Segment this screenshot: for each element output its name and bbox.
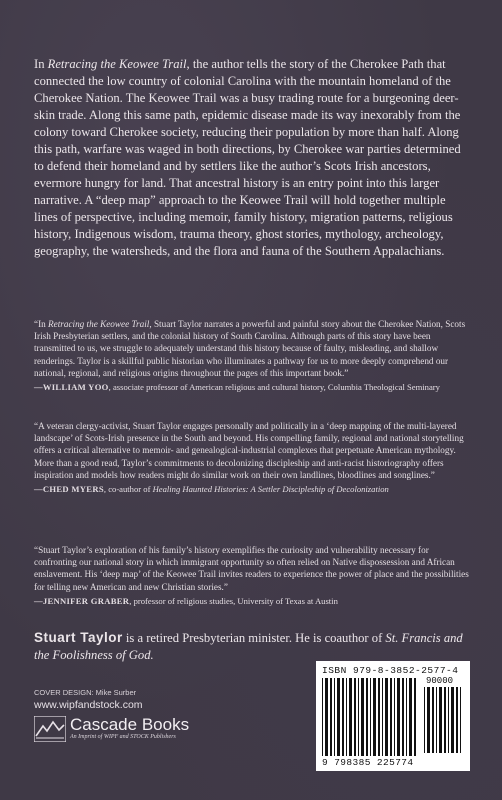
endorsement-yoo [34, 318, 470, 393]
barcode-addon-number: 90000 [426, 676, 454, 686]
endorser-name: —WILLIAM YOO [34, 382, 109, 393]
endorsement-graber [34, 544, 470, 607]
barcode-bars [322, 678, 420, 756]
endorsement-quote: “Stuart Taylor’s exploration of his family’s history exemplifies the curiosity and vulnerability necessary for confronting our national story in which immigrant opportunity so often relied on Native dispossession and African enslavement. His ‘deep map’ of the Keowee Trail invites readers to experience the power of place and the possibilities for telling new American and new Christian stories.” [34, 545, 469, 592]
coauthored-book-title: St. Francis and the Foolishness of God. [34, 631, 463, 662]
publisher-name: Cascade Books [70, 715, 190, 734]
endorser-name: —JENNIFER GRABER [34, 595, 130, 606]
author-bio: Stuart Taylor is a retired Presbyterian minister. He is coauthor of St. Francis and the Foolishness of God. [34, 630, 463, 662]
isbn-label: ISBN 979-8-3852-2577-4 [322, 665, 459, 676]
endorsement-attribution: —CHED MYERS, co-author of Healing Haunted Histories: A Settler Discipleship of Decolonization [34, 484, 389, 495]
blurb-body: , the author tells the story of the Cherokee Path that connected the low country of colonial Carolina with the mountain homeland of the Cherokee Nation. The Keowee Trail was a busy trading route for a burgeoning deer-skin trade. Along this same path, epidemic disease made its way inexorably from the colony toward Cherokee society, reducing their population by more than half. Along this path, warfare was waged in both directions, by Cherokee war parties determined to defend their homeland and by settlers like the author’s Scots Irish ancestors, evermore hungry for land. That ancestral history is an entry point into this larger narrative. A “deep map” approach to the Keowee Trail will hold together multiple lines of perspective, including memoir, family history, migration patterns, religious history, Indigenous wisdom, trauma theory, ghost stories, mythology, archeology, geography, the watersheds, and the flora and fauna of the Southern Appalachians. [34, 57, 461, 258]
blurb-paragraph [34, 56, 470, 260]
cover-design-credit: COVER DESIGN: Mike Surber [34, 688, 137, 697]
endorsement-attribution: —WILLIAM YOO, associate professor of American religious and cultural history, Columbia Theological Seminary [34, 382, 440, 393]
author-name: Stuart Taylor [34, 630, 123, 645]
publisher-block [34, 716, 189, 742]
barcode-number: 9 798385 225774 [322, 757, 414, 768]
isbn-barcode [316, 661, 470, 771]
blurb-intro: In [34, 57, 48, 71]
publisher-website: www.wipfandstock.com [34, 699, 143, 711]
blurb-book-title: Retracing the Keowee Trail [47, 57, 187, 71]
endorsement-myers [34, 420, 470, 495]
back-cover-blurb [34, 56, 470, 260]
endorsement-attribution: —JENNIFER GRABER, professor of religious studies, University of Texas at Austin [34, 595, 338, 606]
endorser-name: —CHED MYERS [34, 484, 104, 495]
endorsement-quote: “In Retracing the Keowee Trail, Stuart Taylor narrates a powerful and painful story about the Cherokee Nation, Scots Irish Presbyterian settlers, and the colonial history of South Carolina. Although parts of this story have been transmitted to us, we struggle to adequately understand this history because of faulty, misleading, and shallow renderings. Taylor is a skillful public historian who illuminates a pathway for us to more deeply comprehend our national, regional, and religious origins throughout the pages of this important book.” [34, 319, 466, 378]
mountain-logo-icon [34, 716, 66, 742]
endorsement-quote: “A veteran clergy-activist, Stuart Taylor engages personally and politically in a ‘deep mapping of the multi-layered landscape’ of Scots-Irish presence in the South and beyond. His compelling family, regional and national storytelling offers a critical alternative to memoir- and genealogical-industrial complexes that perpetuate American mythology. More than a good read, Taylor’s commitments to decolonizing discipleship and anti-racist historiography offers inspiration and models how readers might do similar work on their own landlines, bloodlines and songlines.” [34, 421, 464, 480]
barcode-addon-bars [424, 687, 464, 753]
publisher-subtitle: An Imprint of WIPF and STOCK Publishers [70, 734, 176, 740]
